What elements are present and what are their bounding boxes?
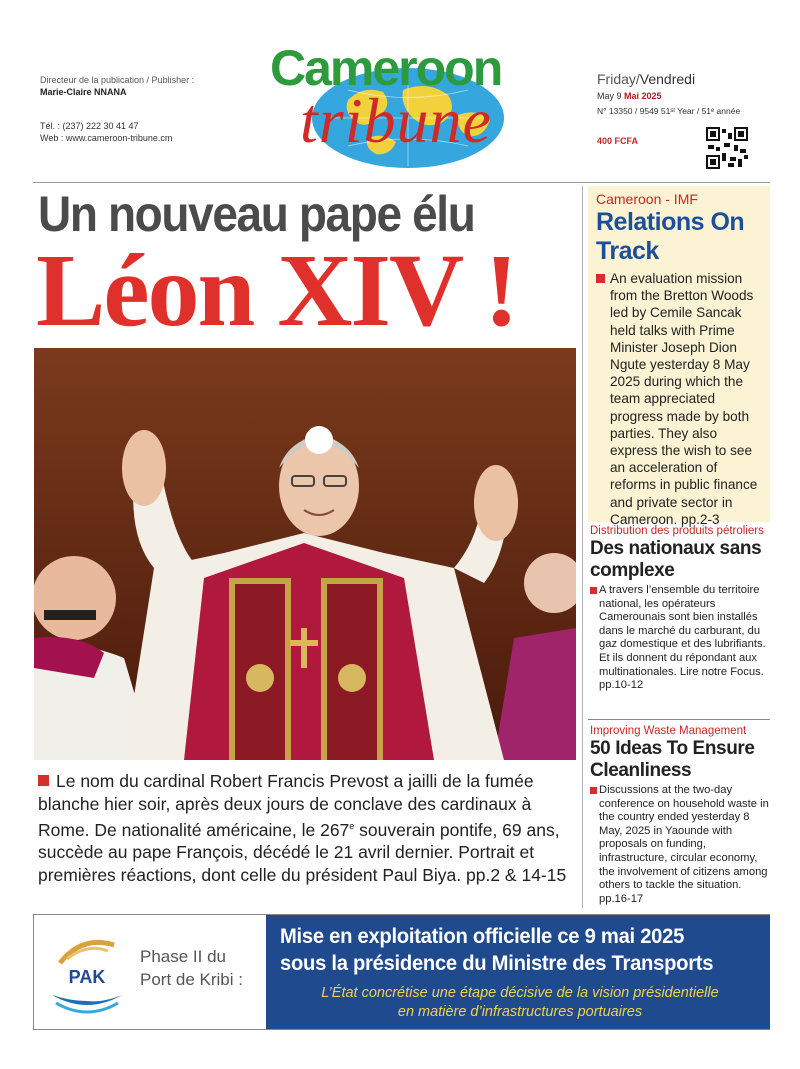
imf-kicker: Cameroon - IMF <box>596 191 698 207</box>
publisher-name: Marie-Claire NNANA <box>40 87 127 97</box>
banner-subtitle-2: en matière d’infrastructures portuaires <box>397 1004 643 1020</box>
port-kribi-banner <box>33 914 770 1030</box>
logo-tribune-text: tribune <box>300 85 492 156</box>
waste-kicker: Improving Waste Management <box>590 725 747 737</box>
pak-logo-icon <box>42 923 132 1023</box>
bullet-square-icon <box>590 587 597 594</box>
banner-headline-1: Mise en exploitation officielle ce 9 mai 2025 <box>280 924 685 948</box>
day-french: Vendredi <box>639 71 696 87</box>
main-headline: Léon XIV ! <box>36 233 517 348</box>
date-french: Mai 2025 <box>624 91 662 101</box>
qr-code-icon <box>706 127 748 169</box>
waste-story <box>590 724 770 906</box>
pope-photo-illustration <box>34 348 576 760</box>
petrol-story <box>590 524 770 693</box>
lead-caption <box>38 770 578 886</box>
logo-cameroon-text: Cameroon <box>270 40 502 96</box>
price: 400 FCFA <box>597 136 639 146</box>
caption-superscript: e <box>349 821 355 831</box>
issue-info <box>597 70 767 146</box>
headline-kicker: Un nouveau pape élu <box>38 186 475 242</box>
waste-body: Discussions at the two-day conference on household waste in the country ended yesterday 8 May, 2025 in Yaounde with proposals on funding, infrastructure, circular economy, the involvement of citizens among others to tackle the situation. pp.16-17 <box>599 784 769 905</box>
petrol-body: A travers l’ensemble du territoire national, les opérateurs Camerounais sont bien installés dans le marché du carburant, du gaz domestique et des lubrifiants. Et ils donnent du répondant aux multinationales. Lire notre Focus. pp.10-12 <box>599 584 766 692</box>
phone-number: Tél. : (237) 222 30 41 47 <box>40 121 139 131</box>
pak-logo-text: PAK <box>68 967 106 987</box>
bullet-square-icon <box>596 274 605 283</box>
phase-line-1: Phase II du <box>140 947 227 966</box>
banner-subtitle <box>280 984 760 1022</box>
imf-story <box>588 186 770 527</box>
sidebar-separator <box>588 719 770 720</box>
waste-title: 50 Ideas To Ensure Cleanliness <box>590 738 755 781</box>
date-english: May 9 <box>597 91 625 101</box>
sidebar-divider <box>582 186 583 908</box>
bullet-square-icon <box>590 787 597 794</box>
publisher-label: Directeur de la publication / Publisher : <box>40 75 195 85</box>
issue-number: N° 13350 / 9549 51ˢᵗ Year / 51ᵉ année <box>597 106 741 116</box>
day-english: Friday/ <box>597 71 640 87</box>
bullet-square-icon <box>38 775 49 786</box>
lead-photo <box>34 348 576 760</box>
imf-title: Relations On Track <box>596 208 745 265</box>
website: Web : www.cameroon-tribune.cm <box>40 133 173 143</box>
caption-text-part2: souverain pontife, 69 ans, succède au pape François, décédé le 21 avril dernier. Portrait et premières réactions, dont celle du président Paul Biya. pp.2 & 14-15 <box>38 819 567 885</box>
issue-date <box>597 91 767 101</box>
masthead-divider <box>33 182 770 183</box>
issue-day <box>597 70 767 88</box>
imf-body: An evaluation mission from the Bretton Woods led by Cemile Sancak held talks with Prime Minister Joseph Dion Ngute yesterday 8 May 2025 during which the team appreciated progress made by both parties. They also express the wish to see an acceleration of reforms in public finance and private sector in Cameroon. pp.2-3 <box>610 271 758 527</box>
caption-text-part1: Le nom du cardinal Robert Francis Prevost a jailli de la fumée blanche hier soir, après deux jours de conclave des cardinaux à Rome. De nationalité américaine, le 267 <box>38 771 534 840</box>
newspaper-logo <box>268 40 538 175</box>
banner-announcement <box>266 915 770 1029</box>
phase-label <box>140 945 243 991</box>
publisher-info <box>40 74 240 144</box>
petrol-kicker: Distribution des produits pétroliers <box>590 525 764 537</box>
banner-subtitle-1: L’État concrétise une étape décisive de la vision présidentielle <box>321 985 719 1001</box>
petrol-title: Des nationaux sans complexe <box>590 538 762 581</box>
phase-line-2: Port de Kribi : <box>140 970 243 989</box>
banner-headline-2: sous la présidence du Ministre des Transports <box>280 951 714 975</box>
